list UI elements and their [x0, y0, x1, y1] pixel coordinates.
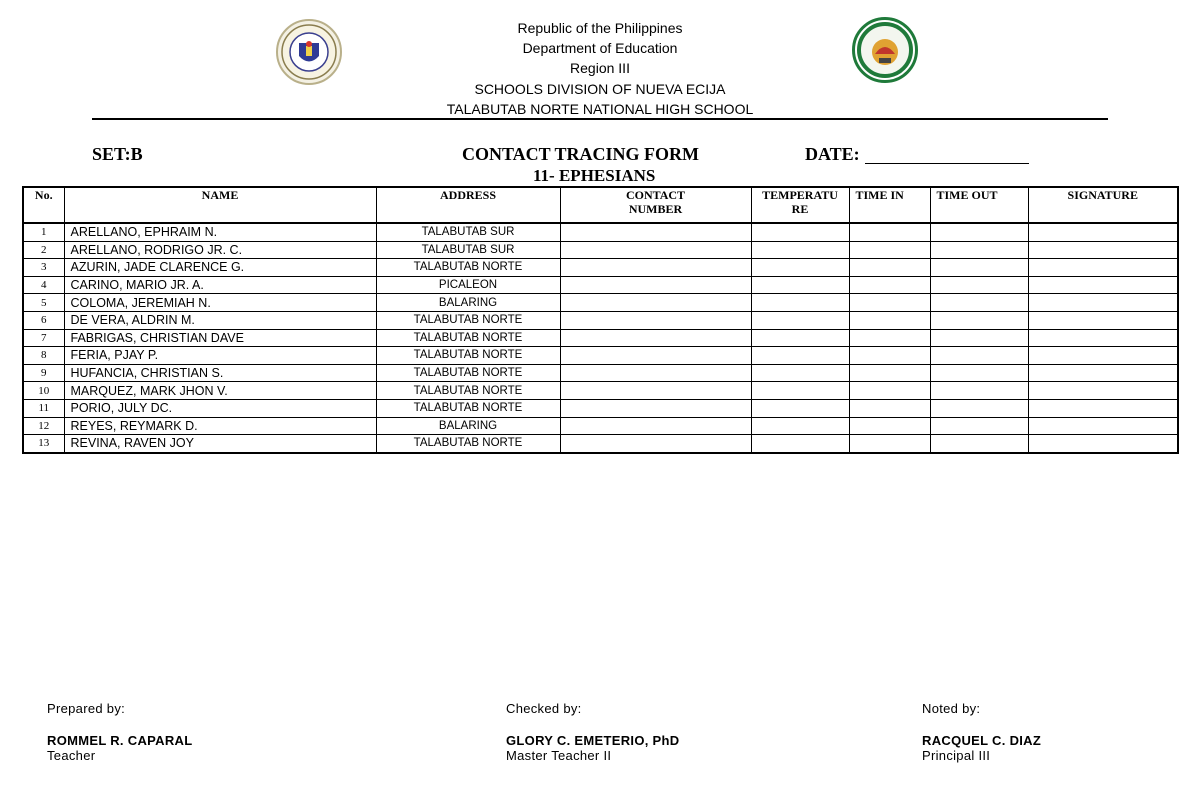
cell-temperature[interactable]	[751, 364, 849, 382]
cell-name: REYES, REYMARK D.	[64, 417, 376, 435]
col-header-name: NAME	[64, 187, 376, 223]
cell-time-out[interactable]	[930, 241, 1028, 259]
noted-by-label: Noted by:	[922, 701, 981, 716]
table-row	[23, 294, 1178, 312]
cell-address: TALABUTAB NORTE	[376, 347, 560, 365]
cell-time-in[interactable]	[849, 259, 930, 277]
cell-name: ARELLANO, EPHRAIM N.	[64, 223, 376, 241]
checked-by-title: Master Teacher II	[506, 748, 612, 763]
cell-contact-number[interactable]	[560, 259, 751, 277]
table-row	[23, 329, 1178, 347]
cell-no: 1	[23, 223, 64, 241]
cell-contact-number[interactable]	[560, 329, 751, 347]
cell-time-out[interactable]	[930, 382, 1028, 400]
prepared-by-block	[47, 701, 192, 763]
noted-by-name: RACQUEL C. DIAZ	[922, 733, 1042, 748]
cell-name: FABRIGAS, CHRISTIAN DAVE	[64, 329, 376, 347]
cell-signature[interactable]	[1028, 276, 1178, 294]
cell-time-out[interactable]	[930, 294, 1028, 312]
cell-time-out[interactable]	[930, 259, 1028, 277]
header-school: TALABUTAB NORTE NATIONAL HIGH SCHOOL	[446, 100, 754, 117]
cell-time-out[interactable]	[930, 276, 1028, 294]
cell-name: REVINA, RAVEN JOY	[64, 435, 376, 453]
cell-temperature[interactable]	[751, 399, 849, 417]
cell-time-out[interactable]	[930, 311, 1028, 329]
cell-temperature[interactable]	[751, 259, 849, 277]
col-header-address: ADDRESS	[376, 187, 560, 223]
cell-no: 11	[23, 399, 64, 417]
header-country: Republic of the Philippines	[517, 20, 683, 36]
col-header-time-in: TIME IN	[849, 187, 930, 223]
cell-time-in[interactable]	[849, 241, 930, 259]
cell-temperature[interactable]	[751, 311, 849, 329]
cell-contact-number[interactable]	[560, 435, 751, 453]
cell-name: PORIO, JULY DC.	[64, 399, 376, 417]
cell-time-in[interactable]	[849, 399, 930, 417]
noted-by-title: Principal III	[922, 748, 991, 763]
prepared-by-label: Prepared by:	[47, 701, 126, 716]
col-header-time-out: TIME OUT	[930, 187, 1028, 223]
cell-time-out[interactable]	[930, 223, 1028, 241]
header-division: SCHOOLS DIVISION OF NUEVA ECIJA	[474, 80, 726, 97]
cell-address: PICALEON	[376, 276, 560, 294]
table-row	[23, 259, 1178, 277]
cell-signature[interactable]	[1028, 399, 1178, 417]
cell-time-in[interactable]	[849, 294, 930, 312]
cell-contact-number[interactable]	[560, 382, 751, 400]
cell-signature[interactable]	[1028, 294, 1178, 312]
cell-address: TALABUTAB NORTE	[376, 329, 560, 347]
cell-time-out[interactable]	[930, 435, 1028, 453]
cell-time-out[interactable]	[930, 399, 1028, 417]
cell-time-in[interactable]	[849, 347, 930, 365]
cell-no: 9	[23, 364, 64, 382]
table-row	[23, 241, 1178, 259]
checked-by-label: Checked by:	[506, 701, 582, 716]
date-blank-line[interactable]	[865, 163, 1029, 164]
table-row	[23, 364, 1178, 382]
col-header-signature: SIGNATURE	[1028, 187, 1178, 223]
cell-name: DE VERA, ALDRIN M.	[64, 311, 376, 329]
cell-signature[interactable]	[1028, 435, 1178, 453]
cell-address: TALABUTAB NORTE	[376, 311, 560, 329]
header-region: Region III	[570, 60, 630, 77]
cell-no: 5	[23, 294, 64, 312]
cell-contact-number[interactable]	[560, 241, 751, 259]
header-department: Department of Education	[522, 40, 678, 57]
table-row	[23, 417, 1178, 435]
section-name: 11- EPHESIANS	[533, 166, 656, 185]
cell-no: 3	[23, 259, 64, 277]
cell-time-in[interactable]	[849, 435, 930, 453]
table-row	[23, 382, 1178, 400]
cell-no: 12	[23, 417, 64, 435]
col-header-contact: CONTACT NUMBER	[560, 187, 751, 223]
checked-by-name: GLORY C. EMETERIO, PhD	[506, 733, 680, 748]
cell-time-in[interactable]	[849, 364, 930, 382]
cell-signature[interactable]	[1028, 311, 1178, 329]
cell-signature[interactable]	[1028, 259, 1178, 277]
cell-time-out[interactable]	[930, 347, 1028, 365]
table-row	[23, 311, 1178, 329]
checked-by-block	[506, 701, 679, 763]
cell-contact-number[interactable]	[560, 399, 751, 417]
letterhead	[300, 18, 900, 119]
cell-address: BALARING	[376, 417, 560, 435]
cell-temperature[interactable]	[751, 329, 849, 347]
cell-contact-number[interactable]	[560, 417, 751, 435]
cell-temperature[interactable]	[751, 382, 849, 400]
cell-no: 7	[23, 329, 64, 347]
cell-address: TALABUTAB SUR	[376, 241, 560, 259]
cell-address: TALABUTAB NORTE	[376, 399, 560, 417]
cell-contact-number[interactable]	[560, 364, 751, 382]
cell-time-out[interactable]	[930, 364, 1028, 382]
cell-temperature[interactable]	[751, 223, 849, 241]
cell-address: TALABUTAB NORTE	[376, 259, 560, 277]
cell-name: AZURIN, JADE CLARENCE G.	[64, 259, 376, 277]
cell-no: 10	[23, 382, 64, 400]
cell-time-in[interactable]	[849, 223, 930, 241]
cell-time-in[interactable]	[849, 329, 930, 347]
cell-contact-number[interactable]	[560, 276, 751, 294]
cell-time-in[interactable]	[849, 382, 930, 400]
table-row	[23, 276, 1178, 294]
cell-no: 2	[23, 241, 64, 259]
table-row	[23, 435, 1178, 453]
cell-no: 4	[23, 276, 64, 294]
cell-address: TALABUTAB SUR	[376, 223, 560, 241]
cell-temperature[interactable]	[751, 276, 849, 294]
cell-name: CARINO, MARIO JR. A.	[64, 276, 376, 294]
cell-temperature[interactable]	[751, 294, 849, 312]
cell-address: TALABUTAB NORTE	[376, 435, 560, 453]
cell-signature[interactable]	[1028, 382, 1178, 400]
cell-signature[interactable]	[1028, 417, 1178, 435]
cell-signature[interactable]	[1028, 223, 1178, 241]
cell-address: TALABUTAB NORTE	[376, 364, 560, 382]
cell-temperature[interactable]	[751, 241, 849, 259]
col-header-no: No.	[23, 187, 64, 223]
cell-name: FERIA, PJAY P.	[64, 347, 376, 365]
set-label: SET:B	[92, 144, 143, 164]
cell-signature[interactable]	[1028, 241, 1178, 259]
cell-signature[interactable]	[1028, 347, 1178, 365]
date-label: DATE:	[805, 144, 860, 164]
cell-address: BALARING	[376, 294, 560, 312]
table-row	[23, 347, 1178, 365]
cell-no: 13	[23, 435, 64, 453]
cell-no: 6	[23, 311, 64, 329]
prepared-by-title: Teacher	[47, 748, 96, 763]
table-row	[23, 223, 1178, 241]
cell-address: TALABUTAB NORTE	[376, 382, 560, 400]
table-row	[23, 399, 1178, 417]
header-rule	[92, 118, 1108, 120]
cell-time-in[interactable]	[849, 417, 930, 435]
cell-time-out[interactable]	[930, 417, 1028, 435]
cell-name: HUFANCIA, CHRISTIAN S.	[64, 364, 376, 382]
col-header-temperature: TEMPERATU RE	[751, 187, 849, 223]
cell-contact-number[interactable]	[560, 347, 751, 365]
cell-contact-number[interactable]	[560, 223, 751, 241]
cell-contact-number[interactable]	[560, 294, 751, 312]
cell-name: COLOMA, JEREMIAH N.	[64, 294, 376, 312]
cell-no: 8	[23, 347, 64, 365]
table-header-row	[23, 187, 1178, 223]
cell-signature[interactable]	[1028, 364, 1178, 382]
cell-temperature[interactable]	[751, 347, 849, 365]
cell-contact-number[interactable]	[560, 311, 751, 329]
cell-time-in[interactable]	[849, 311, 930, 329]
school-seal-logo	[852, 17, 918, 83]
cell-signature[interactable]	[1028, 329, 1178, 347]
cell-time-out[interactable]	[930, 329, 1028, 347]
cell-temperature[interactable]	[751, 435, 849, 453]
form-title: CONTACT TRACING FORM	[462, 144, 700, 164]
cell-name: MARQUEZ, MARK JHON V.	[64, 382, 376, 400]
prepared-by-name: ROMMEL R. CAPARAL	[47, 733, 193, 748]
cell-time-in[interactable]	[849, 276, 930, 294]
noted-by-block	[922, 701, 1041, 763]
contact-tracing-table	[22, 186, 1179, 454]
cell-temperature[interactable]	[751, 417, 849, 435]
cell-name: ARELLANO, RODRIGO JR. C.	[64, 241, 376, 259]
